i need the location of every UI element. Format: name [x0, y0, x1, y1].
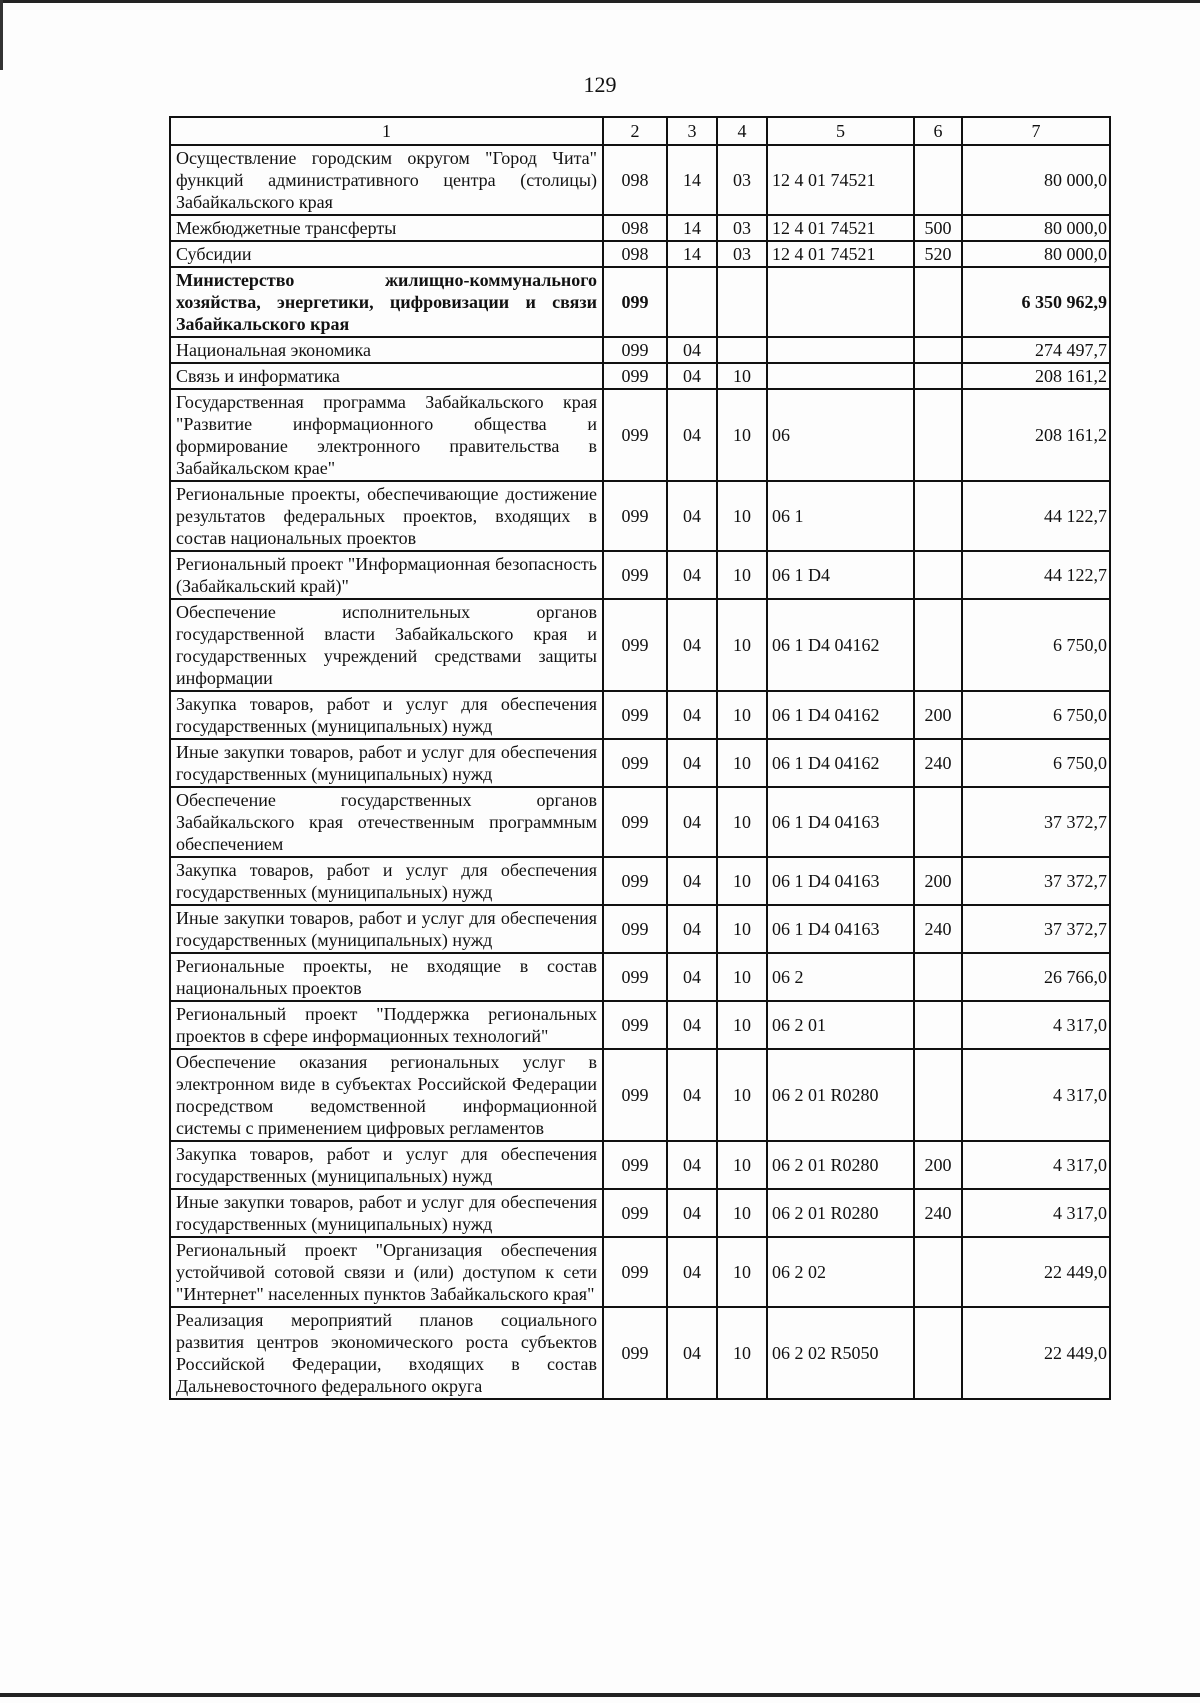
row-name: Закупка товаров, работ и услуг для обеспечения государственных (муниципальных) нужд: [170, 691, 603, 739]
header-cell: 4: [717, 117, 767, 145]
code-section: 04: [667, 389, 717, 481]
code-subsection: 10: [717, 691, 767, 739]
code-section: 04: [667, 337, 717, 363]
code-target: 06 2 02 R5050: [767, 1307, 914, 1399]
table-row: [170, 1307, 1110, 1399]
code-expense-type: [914, 363, 962, 389]
row-name: Иные закупки товаров, работ и услуг для обеспечения государственных (муниципальных) нужд: [170, 739, 603, 787]
code-subsection: 10: [717, 739, 767, 787]
code-subsection: [717, 337, 767, 363]
code-admin: 099: [603, 1001, 667, 1049]
code-section: 04: [667, 953, 717, 1001]
code-section: 14: [667, 241, 717, 267]
amount: 80 000,0: [962, 145, 1110, 215]
code-section: [667, 267, 717, 337]
code-expense-type: 200: [914, 857, 962, 905]
header-cell: 5: [767, 117, 914, 145]
code-target: 12 4 01 74521: [767, 215, 914, 241]
table-row: [170, 1141, 1110, 1189]
header-cell: 2: [603, 117, 667, 145]
code-subsection: 10: [717, 1307, 767, 1399]
amount: 4 317,0: [962, 1001, 1110, 1049]
table-row: [170, 241, 1110, 267]
table-row: [170, 267, 1110, 337]
code-subsection: 10: [717, 857, 767, 905]
amount: 274 497,7: [962, 337, 1110, 363]
amount: 6 350 962,9: [962, 267, 1110, 337]
code-subsection: 10: [717, 787, 767, 857]
code-subsection: 03: [717, 241, 767, 267]
code-admin: 099: [603, 337, 667, 363]
code-section: 04: [667, 1049, 717, 1141]
code-admin: 099: [603, 691, 667, 739]
code-target: 06 1 D4 04162: [767, 691, 914, 739]
code-admin: 099: [603, 857, 667, 905]
code-admin: 099: [603, 1189, 667, 1237]
code-admin: 099: [603, 905, 667, 953]
code-expense-type: 240: [914, 1189, 962, 1237]
code-target: 06 1 D4 04162: [767, 739, 914, 787]
amount: 80 000,0: [962, 241, 1110, 267]
code-subsection: [717, 267, 767, 337]
code-admin: 099: [603, 1141, 667, 1189]
code-admin: 099: [603, 267, 667, 337]
code-expense-type: 520: [914, 241, 962, 267]
table-row: [170, 599, 1110, 691]
code-section: 04: [667, 481, 717, 551]
code-expense-type: [914, 599, 962, 691]
code-expense-type: [914, 337, 962, 363]
row-name: Связь и информатика: [170, 363, 603, 389]
code-target: 06 1 D4 04163: [767, 905, 914, 953]
code-admin: 099: [603, 739, 667, 787]
table-row: [170, 481, 1110, 551]
amount: 37 372,7: [962, 857, 1110, 905]
scan-border-left: [0, 0, 3, 70]
table-row: [170, 1001, 1110, 1049]
code-target: 06 1: [767, 481, 914, 551]
amount: 4 317,0: [962, 1189, 1110, 1237]
row-name: Иные закупки товаров, работ и услуг для обеспечения государственных (муниципальных) нужд: [170, 1189, 603, 1237]
table-row: [170, 739, 1110, 787]
code-target: 06 2 01 R0280: [767, 1049, 914, 1141]
code-subsection: 10: [717, 1049, 767, 1141]
code-section: 04: [667, 551, 717, 599]
row-name: Обеспечение государственных органов Забайкальского края отечественным программным обеспечением: [170, 787, 603, 857]
code-section: 04: [667, 1307, 717, 1399]
amount: 4 317,0: [962, 1141, 1110, 1189]
scan-border-top: [0, 0, 1200, 3]
code-section: 04: [667, 1237, 717, 1307]
table-row: [170, 1237, 1110, 1307]
row-name: Национальная экономика: [170, 337, 603, 363]
page-number: 129: [583, 72, 617, 97]
header-cell: 6: [914, 117, 962, 145]
code-section: 04: [667, 905, 717, 953]
amount: 208 161,2: [962, 389, 1110, 481]
code-admin: 099: [603, 551, 667, 599]
table-header-row: [170, 117, 1110, 145]
code-section: 04: [667, 739, 717, 787]
code-expense-type: [914, 389, 962, 481]
code-expense-type: [914, 953, 962, 1001]
code-admin: 098: [603, 215, 667, 241]
row-name: Иные закупки товаров, работ и услуг для обеспечения государственных (муниципальных) нужд: [170, 905, 603, 953]
header-cell: 1: [170, 117, 603, 145]
amount: 44 122,7: [962, 551, 1110, 599]
table-row: [170, 215, 1110, 241]
table-row: [170, 787, 1110, 857]
header-cell: 3: [667, 117, 717, 145]
code-admin: 099: [603, 1049, 667, 1141]
code-section: 04: [667, 691, 717, 739]
code-target: 06 1 D4 04162: [767, 599, 914, 691]
code-admin: 099: [603, 599, 667, 691]
code-subsection: 10: [717, 1141, 767, 1189]
header-cell: 7: [962, 117, 1110, 145]
code-section: 04: [667, 1141, 717, 1189]
code-admin: 098: [603, 241, 667, 267]
code-expense-type: 200: [914, 691, 962, 739]
row-name: Закупка товаров, работ и услуг для обеспечения государственных (муниципальных) нужд: [170, 1141, 603, 1189]
row-name: Министерство жилищно-коммунального хозяйства, энергетики, цифровизации и связи Забайкальского края: [170, 267, 603, 337]
code-expense-type: 240: [914, 739, 962, 787]
amount: 208 161,2: [962, 363, 1110, 389]
code-target: 06 2: [767, 953, 914, 1001]
row-name: Обеспечение исполнительных органов государственной власти Забайкальского края и государственных учреждений средствами защиты информации: [170, 599, 603, 691]
code-subsection: 10: [717, 481, 767, 551]
table-row: [170, 363, 1110, 389]
amount: 6 750,0: [962, 739, 1110, 787]
code-subsection: 10: [717, 1237, 767, 1307]
table-row: [170, 857, 1110, 905]
table-row: [170, 691, 1110, 739]
scan-border-bottom: [0, 1693, 1200, 1697]
code-target: 06 2 02: [767, 1237, 914, 1307]
row-name: Региональный проект "Организация обеспечения устойчивой сотовой связи и (или) доступом к сети "Интернет" населенных пунктов Забайкальского края": [170, 1237, 603, 1307]
code-section: 14: [667, 215, 717, 241]
code-subsection: 10: [717, 905, 767, 953]
code-target: 06 1 D4 04163: [767, 787, 914, 857]
code-target: 06 2 01 R0280: [767, 1189, 914, 1237]
table-row: [170, 1049, 1110, 1141]
code-target: 12 4 01 74521: [767, 241, 914, 267]
amount: 37 372,7: [962, 905, 1110, 953]
code-target: 06 2 01 R0280: [767, 1141, 914, 1189]
code-subsection: 10: [717, 363, 767, 389]
code-expense-type: [914, 1049, 962, 1141]
code-expense-type: [914, 145, 962, 215]
row-name: Обеспечение оказания региональных услуг в электронном виде в субъектах Российской Федерации посредством ведомственной информационной системы с применением цифровых регламентов: [170, 1049, 603, 1141]
code-section: 04: [667, 1189, 717, 1237]
code-subsection: 03: [717, 215, 767, 241]
code-target: 12 4 01 74521: [767, 145, 914, 215]
amount: 37 372,7: [962, 787, 1110, 857]
row-name: Региональные проекты, обеспечивающие достижение результатов федеральных проектов, входящих в состав национальных проектов: [170, 481, 603, 551]
code-target: 06 1 D4: [767, 551, 914, 599]
code-expense-type: [914, 1307, 962, 1399]
amount: 6 750,0: [962, 691, 1110, 739]
code-admin: 099: [603, 1307, 667, 1399]
code-admin: 099: [603, 363, 667, 389]
row-name: Региональные проекты, не входящие в состав национальных проектов: [170, 953, 603, 1001]
code-target: 06 1 D4 04163: [767, 857, 914, 905]
code-section: 04: [667, 1001, 717, 1049]
table-row: [170, 551, 1110, 599]
code-target: 06: [767, 389, 914, 481]
code-subsection: 10: [717, 953, 767, 1001]
row-name: Региональный проект "Информационная безопасность (Забайкальский край)": [170, 551, 603, 599]
code-target: [767, 337, 914, 363]
row-name: Межбюджетные трансферты: [170, 215, 603, 241]
table-row: [170, 337, 1110, 363]
code-section: 04: [667, 599, 717, 691]
row-name: Реализация мероприятий планов социального развития центров экономического роста субъектов Российской Федерации, входящих в состав Дальневосточного федерального округа: [170, 1307, 603, 1399]
code-expense-type: [914, 551, 962, 599]
table-row: [170, 145, 1110, 215]
amount: 22 449,0: [962, 1307, 1110, 1399]
table-row: [170, 389, 1110, 481]
code-expense-type: [914, 1001, 962, 1049]
budget-table: [169, 116, 1111, 1400]
code-admin: 099: [603, 787, 667, 857]
code-expense-type: [914, 481, 962, 551]
code-expense-type: [914, 787, 962, 857]
amount: 44 122,7: [962, 481, 1110, 551]
code-target: [767, 267, 914, 337]
code-subsection: 10: [717, 389, 767, 481]
row-name: Закупка товаров, работ и услуг для обеспечения государственных (муниципальных) нужд: [170, 857, 603, 905]
code-section: 04: [667, 857, 717, 905]
code-admin: 098: [603, 145, 667, 215]
code-admin: 099: [603, 1237, 667, 1307]
code-section: 04: [667, 363, 717, 389]
code-subsection: 10: [717, 599, 767, 691]
code-expense-type: 200: [914, 1141, 962, 1189]
amount: 26 766,0: [962, 953, 1110, 1001]
code-admin: 099: [603, 389, 667, 481]
code-target: 06 2 01: [767, 1001, 914, 1049]
code-subsection: 10: [717, 551, 767, 599]
code-target: [767, 363, 914, 389]
row-name: Региональный проект "Поддержка региональных проектов в сфере информационных технологий": [170, 1001, 603, 1049]
row-name: Осуществление городским округом "Город Чита" функций административного центра (столицы) Забайкальского края: [170, 145, 603, 215]
code-expense-type: 240: [914, 905, 962, 953]
code-section: 04: [667, 787, 717, 857]
code-subsection: 10: [717, 1189, 767, 1237]
table-row: [170, 1189, 1110, 1237]
code-expense-type: [914, 1237, 962, 1307]
amount: 22 449,0: [962, 1237, 1110, 1307]
table-row: [170, 953, 1110, 1001]
code-subsection: 03: [717, 145, 767, 215]
code-section: 14: [667, 145, 717, 215]
amount: 4 317,0: [962, 1049, 1110, 1141]
code-admin: 099: [603, 481, 667, 551]
code-expense-type: [914, 267, 962, 337]
row-name: Государственная программа Забайкальского края "Развитие информационного общества и формирование электронного правительства в Забайкальском крае": [170, 389, 603, 481]
row-name: Субсидии: [170, 241, 603, 267]
amount: 80 000,0: [962, 215, 1110, 241]
amount: 6 750,0: [962, 599, 1110, 691]
code-admin: 099: [603, 953, 667, 1001]
code-subsection: 10: [717, 1001, 767, 1049]
code-expense-type: 500: [914, 215, 962, 241]
table-row: [170, 905, 1110, 953]
